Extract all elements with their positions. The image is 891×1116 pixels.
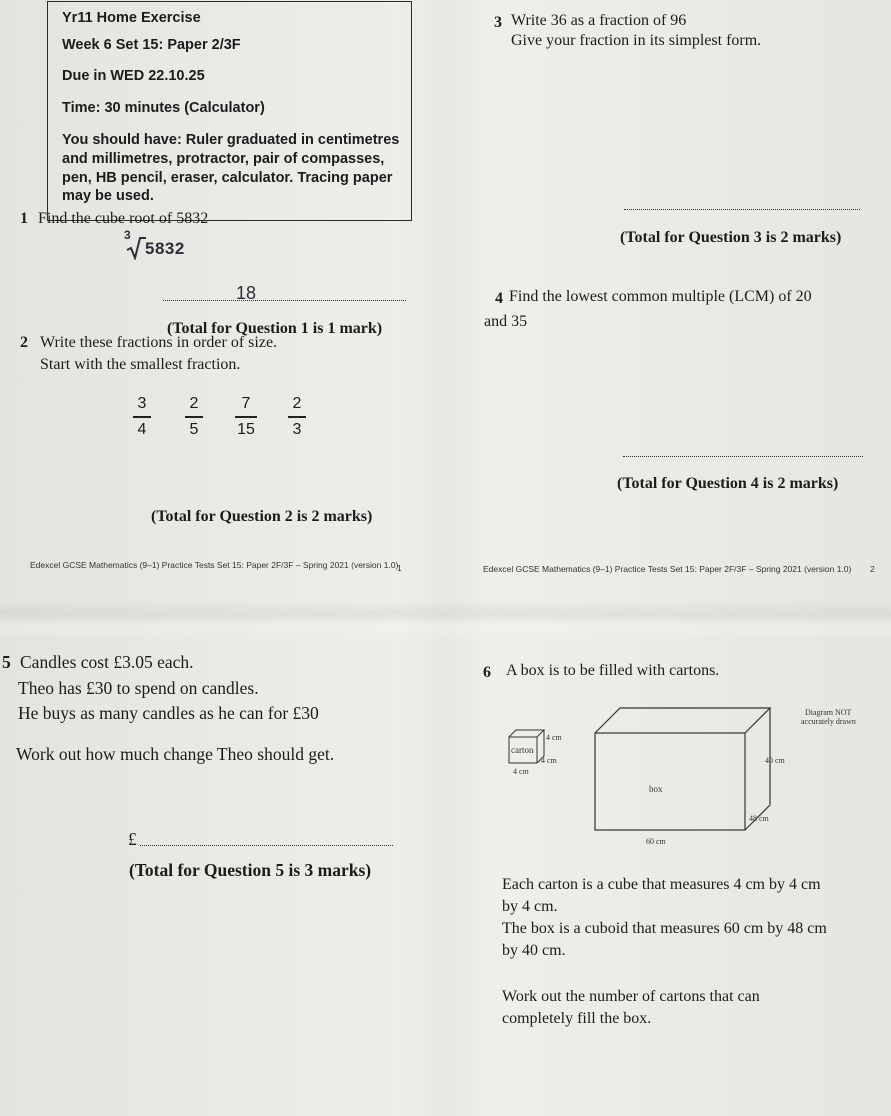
exercise-time: Time: 30 minutes (Calculator) xyxy=(62,100,265,116)
q2-fraction-4 xyxy=(286,393,308,441)
q2-fraction-2-numerator: 2 xyxy=(189,395,199,412)
carton-bottom-dimension: 4 cm xyxy=(513,767,529,776)
q1-working-radicand: 5832 xyxy=(145,239,185,258)
q2-line-2: Start with the smallest fraction. xyxy=(40,356,241,373)
paper-fold-horizontal xyxy=(0,600,891,640)
q5-answer-prefix: £ xyxy=(128,829,137,849)
footer-right: Edexcel GCSE Mathematics (9–1) Practice Tests Set 15: Paper 2F/3F – Spring 2021 (version 1.0) xyxy=(483,564,852,574)
q4-number: 4 xyxy=(495,290,503,307)
box-cuboid xyxy=(595,708,770,830)
q2-total-marks: (Total for Question 2 is 2 marks) xyxy=(151,508,373,525)
q1-answer-line xyxy=(163,300,406,301)
q4-line-2: and 35 xyxy=(484,313,528,330)
q6-box-diagram xyxy=(500,700,885,850)
q3-total-marks: (Total for Question 3 is 2 marks) xyxy=(620,229,842,246)
q6-para3-line-2: completely fill the box. xyxy=(502,1010,652,1027)
equipment-line-2: and millimetres, protractor, pair of compasses, xyxy=(62,151,385,167)
q1-answer: 18 xyxy=(236,283,257,303)
q6-number: 6 xyxy=(483,664,491,681)
q2-number: 2 xyxy=(20,334,28,351)
q3-line-1: Write 36 as a fraction of 96 xyxy=(511,12,687,29)
q1-working-index: 3 xyxy=(124,228,131,242)
q3-number: 3 xyxy=(494,14,502,31)
q6-para2-line-1: The box is a cuboid that measures 60 cm by 48 cm xyxy=(502,920,827,937)
q2-fraction-4-numerator: 2 xyxy=(292,395,302,412)
q2-fraction-2-denominator: 5 xyxy=(189,420,199,438)
box-width-dimension: 60 cm xyxy=(646,837,666,846)
box-label: box xyxy=(649,784,663,794)
q2-fraction-3-numerator: 7 xyxy=(241,395,251,412)
q1-number: 1 xyxy=(20,210,28,227)
q3-answer-line xyxy=(624,209,860,210)
carton-label: carton xyxy=(511,745,534,755)
q1-radical-sign xyxy=(126,236,146,260)
diagram-note-line-2: accurately drawn xyxy=(801,717,856,726)
q2-fraction-1-denominator: 4 xyxy=(137,420,147,438)
box-depth-dimension: 48 cm xyxy=(749,814,769,823)
q5-line-1: Candles cost £3.05 each. xyxy=(20,652,194,672)
q5-total-marks: (Total for Question 5 is 3 marks) xyxy=(129,860,372,880)
q6-para1-line-2: by 4 cm. xyxy=(502,898,558,915)
q2-fraction-4-denominator: 3 xyxy=(292,420,302,438)
q4-total-marks: (Total for Question 4 is 2 marks) xyxy=(617,475,839,492)
q5-number: 5 xyxy=(2,652,11,672)
q5-line-3: He buys as many candles as he can for £30 xyxy=(18,703,319,723)
exercise-info-box xyxy=(47,1,412,221)
equipment-line-3: pen, HB pencil, eraser, calculator. Tracing paper xyxy=(62,170,393,186)
q5-line-2: Theo has £30 to spend on candles. xyxy=(18,678,259,698)
q2-line-1: Write these fractions in order of size. xyxy=(40,334,278,351)
q5-answer-line xyxy=(140,845,393,846)
equipment-line-4: may be used. xyxy=(62,188,154,204)
q2-fraction-2 xyxy=(183,393,205,441)
q6-para2-line-2: by 40 cm. xyxy=(502,942,566,959)
equipment-line-1: You should have: Ruler graduated in centimetres xyxy=(62,132,400,148)
footer-right-page-number: 2 xyxy=(870,564,875,574)
exercise-due-date: Due in WED 22.10.25 xyxy=(62,68,205,84)
q4-line-1: Find the lowest common multiple (LCM) of 20 xyxy=(509,288,812,305)
footer-left: Edexcel GCSE Mathematics (9–1) Practice Tests Set 15: Paper 2F/3F – Spring 2021 (version 1.0) xyxy=(30,560,399,570)
q6-line-1: A box is to be filled with cartons. xyxy=(506,662,720,679)
q2-fraction-3-denominator: 15 xyxy=(237,420,255,438)
diagram-note-line-1: Diagram NOT xyxy=(805,708,852,717)
q1-total-marks: (Total for Question 1 is 1 mark) xyxy=(167,320,383,337)
q2-fraction-1-numerator: 3 xyxy=(137,395,147,412)
q3-line-2: Give your fraction in its simplest form. xyxy=(511,32,762,49)
paper-fold-vertical xyxy=(452,0,455,1116)
q5-line-4: Work out how much change Theo should get. xyxy=(16,744,335,764)
exercise-title: Yr11 Home Exercise xyxy=(62,10,201,26)
q1-text: Find the cube root of 5832 xyxy=(38,210,209,227)
q2-fraction-1 xyxy=(131,393,153,441)
q2-fraction-3 xyxy=(233,393,259,441)
carton-side-dimension: 4 cm xyxy=(541,756,557,765)
box-height-dimension: 40 cm xyxy=(765,756,785,765)
q4-answer-line xyxy=(623,456,863,457)
carton-top-dimension: 4 cm xyxy=(546,733,562,742)
exercise-week: Week 6 Set 15: Paper 2/3F xyxy=(62,37,241,53)
q6-para1-line-1: Each carton is a cube that measures 4 cm by 4 cm xyxy=(502,876,821,893)
footer-left-page-number: 1 xyxy=(397,563,402,573)
q6-para3-line-1: Work out the number of cartons that can xyxy=(502,988,760,1005)
